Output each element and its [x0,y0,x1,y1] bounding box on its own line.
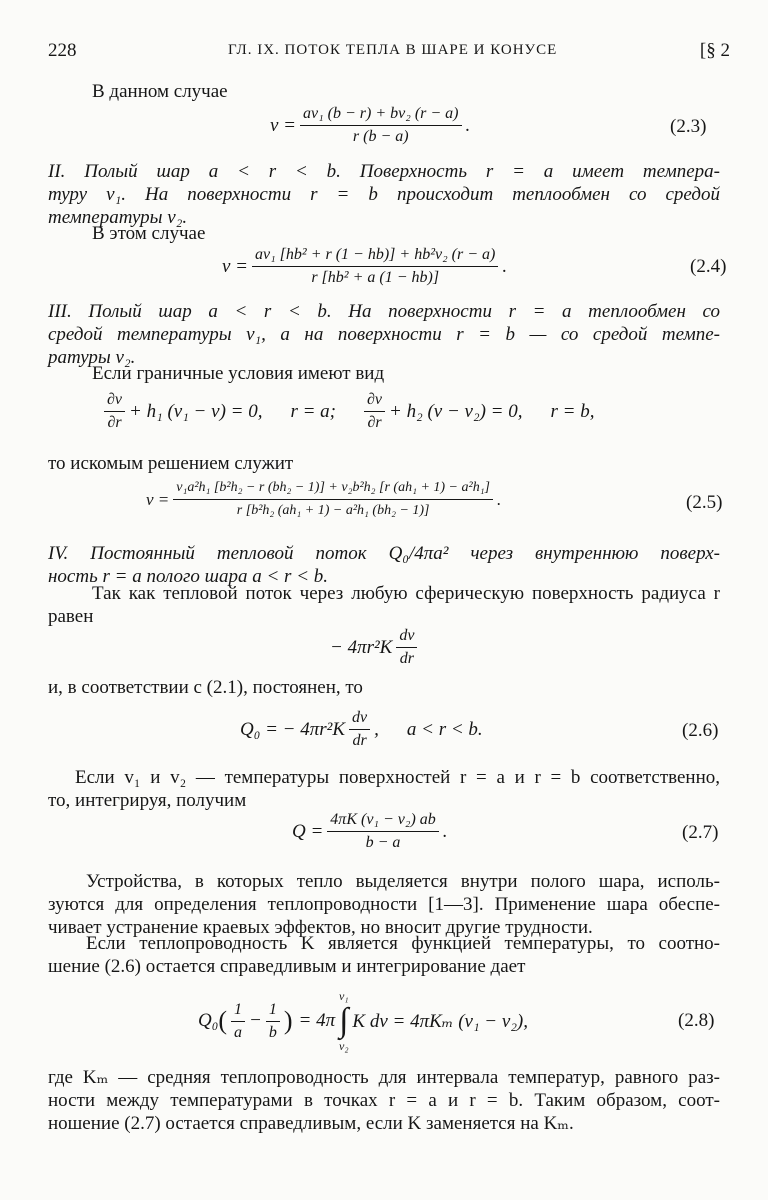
equation-number: (2.3) [670,116,707,137]
equation-number: (2.4) [690,256,727,277]
equation-2-6: Q₀ = − 4πr²K $\frac{dv}{dr}$ , a < r < b. [240,709,483,749]
case-II-paragraph: II. Полый шар a < r < b. Поверхность r = a имеет темпера- туру v₁. На поверхности r = b происходит теплообмен со средой температуры v₂. [48,161,720,228]
equation-number: (2.6) [682,720,719,741]
flux-expression: − 4πr²K $\frac{dv}{dr}$ [330,626,421,669]
case-III-paragraph: III. Полый шар a < r < b. На поверхности r = a теплообмен со средой температуры v₁, а на поверхности r = b — со средой темпе- ратуры v₂. [48,301,720,368]
boundary-conditions: $\frac{\partial v}{\partial r}$ + h₁ (v₁ − v) = 0, r = a; $\frac{\partial v}{\partial r}$ + h₂ (v − v₂) = 0, r = b, [100,390,594,433]
page-number: 228 [48,40,77,61]
equation-2-5: v = $\frac{\text{v₁a²h₁ [b²h₂ − r (bh₂ − 1)] + v₂b²h₂ [r (ah₁ + 1) − a²h₁]}}{\text{r [b²h₂ (ah₁ + 1) − a²h₁ (bh₂ − 1)]}}$ . [146,480,502,518]
fraction: $\frac{\text{av₁ (b − r) + bv₂ (r − a)}}{r (b - a)}$ [300,104,461,147]
equation-2-4: v = $\frac{\text{av₁ [hb² + r (1 − hb)] + hb²v₂ (r − a)}}{\text{r [hb² + a (1 − hb)]}}$ . [222,246,508,286]
paragraph: Так как тепловой поток через любую сферическую поверхность радиуса r [92,583,720,604]
integral-sign: v₁ ∫ v₂ [339,989,349,1053]
running-header [48,40,730,64]
text-line: В данном случае [92,81,228,102]
paragraph: Если v₁ и v₂ — температуры поверхностей r = a и r = b соответственно, [75,767,720,788]
equation-2-8: Q₀ ( $\frac{1}{a}$ − $\frac{1}{b}$ ) = 4π v₁ ∫ v₂ K dv = 4πKₘ (v₁ − v₂), [198,989,528,1053]
text-line: и, в соответствии с (2.1), постоянен, то [48,677,363,698]
running-title: ГЛ. IX. ПОТОК ТЕПЛА В ШАРЕ И КОНУСЕ [228,42,558,58]
paragraph: где Kₘ — средняя теплопроводность для интервала температур, равного раз- ности между температурами в точках r = a и r = b. Таким образом, соот- ношение (2.7) остается справедливым, если K заменяется на Kₘ. [48,1067,720,1134]
text-line: то искомым решением служит [48,453,294,474]
section-mark: [§ 2 [699,40,730,61]
text-line: В этом случае [92,223,206,244]
equation-number: (2.5) [686,492,723,513]
text-line: равен [48,606,94,627]
text-line: Если граничные условия имеют вид [92,363,385,384]
equation-number: (2.7) [682,822,719,843]
paragraph: Устройства, в которых тепло выделяется внутри полого шара, исполь- зуются для определения теплопроводности [1—3]. Применение шара обеспе- чивает устранение краевых эффектов, но вносит другие трудности. [48,871,720,938]
equation-2-3: v = $\frac{\text{av₁ (b − r) + bv₂ (r − a)}}{r (b - a)}$ . [270,105,471,145]
equation-2-7: Q = $\frac{\text{4πK (v₁ − v₂) ab}}{b - a}$ . [292,811,448,851]
paragraph: Если теплопроводность K является функцией температуры, то соотно- шение (2.6) остается справедливым и интегрирование дает [48,933,720,977]
case-IV-paragraph: IV. Постоянный тепловой поток Q₀/4πa² через внутреннюю поверх- ность r = a полого шара a < r < b. [48,543,720,587]
text-line: то, интегрируя, получим [48,790,247,811]
equation-number: (2.8) [678,1010,715,1031]
